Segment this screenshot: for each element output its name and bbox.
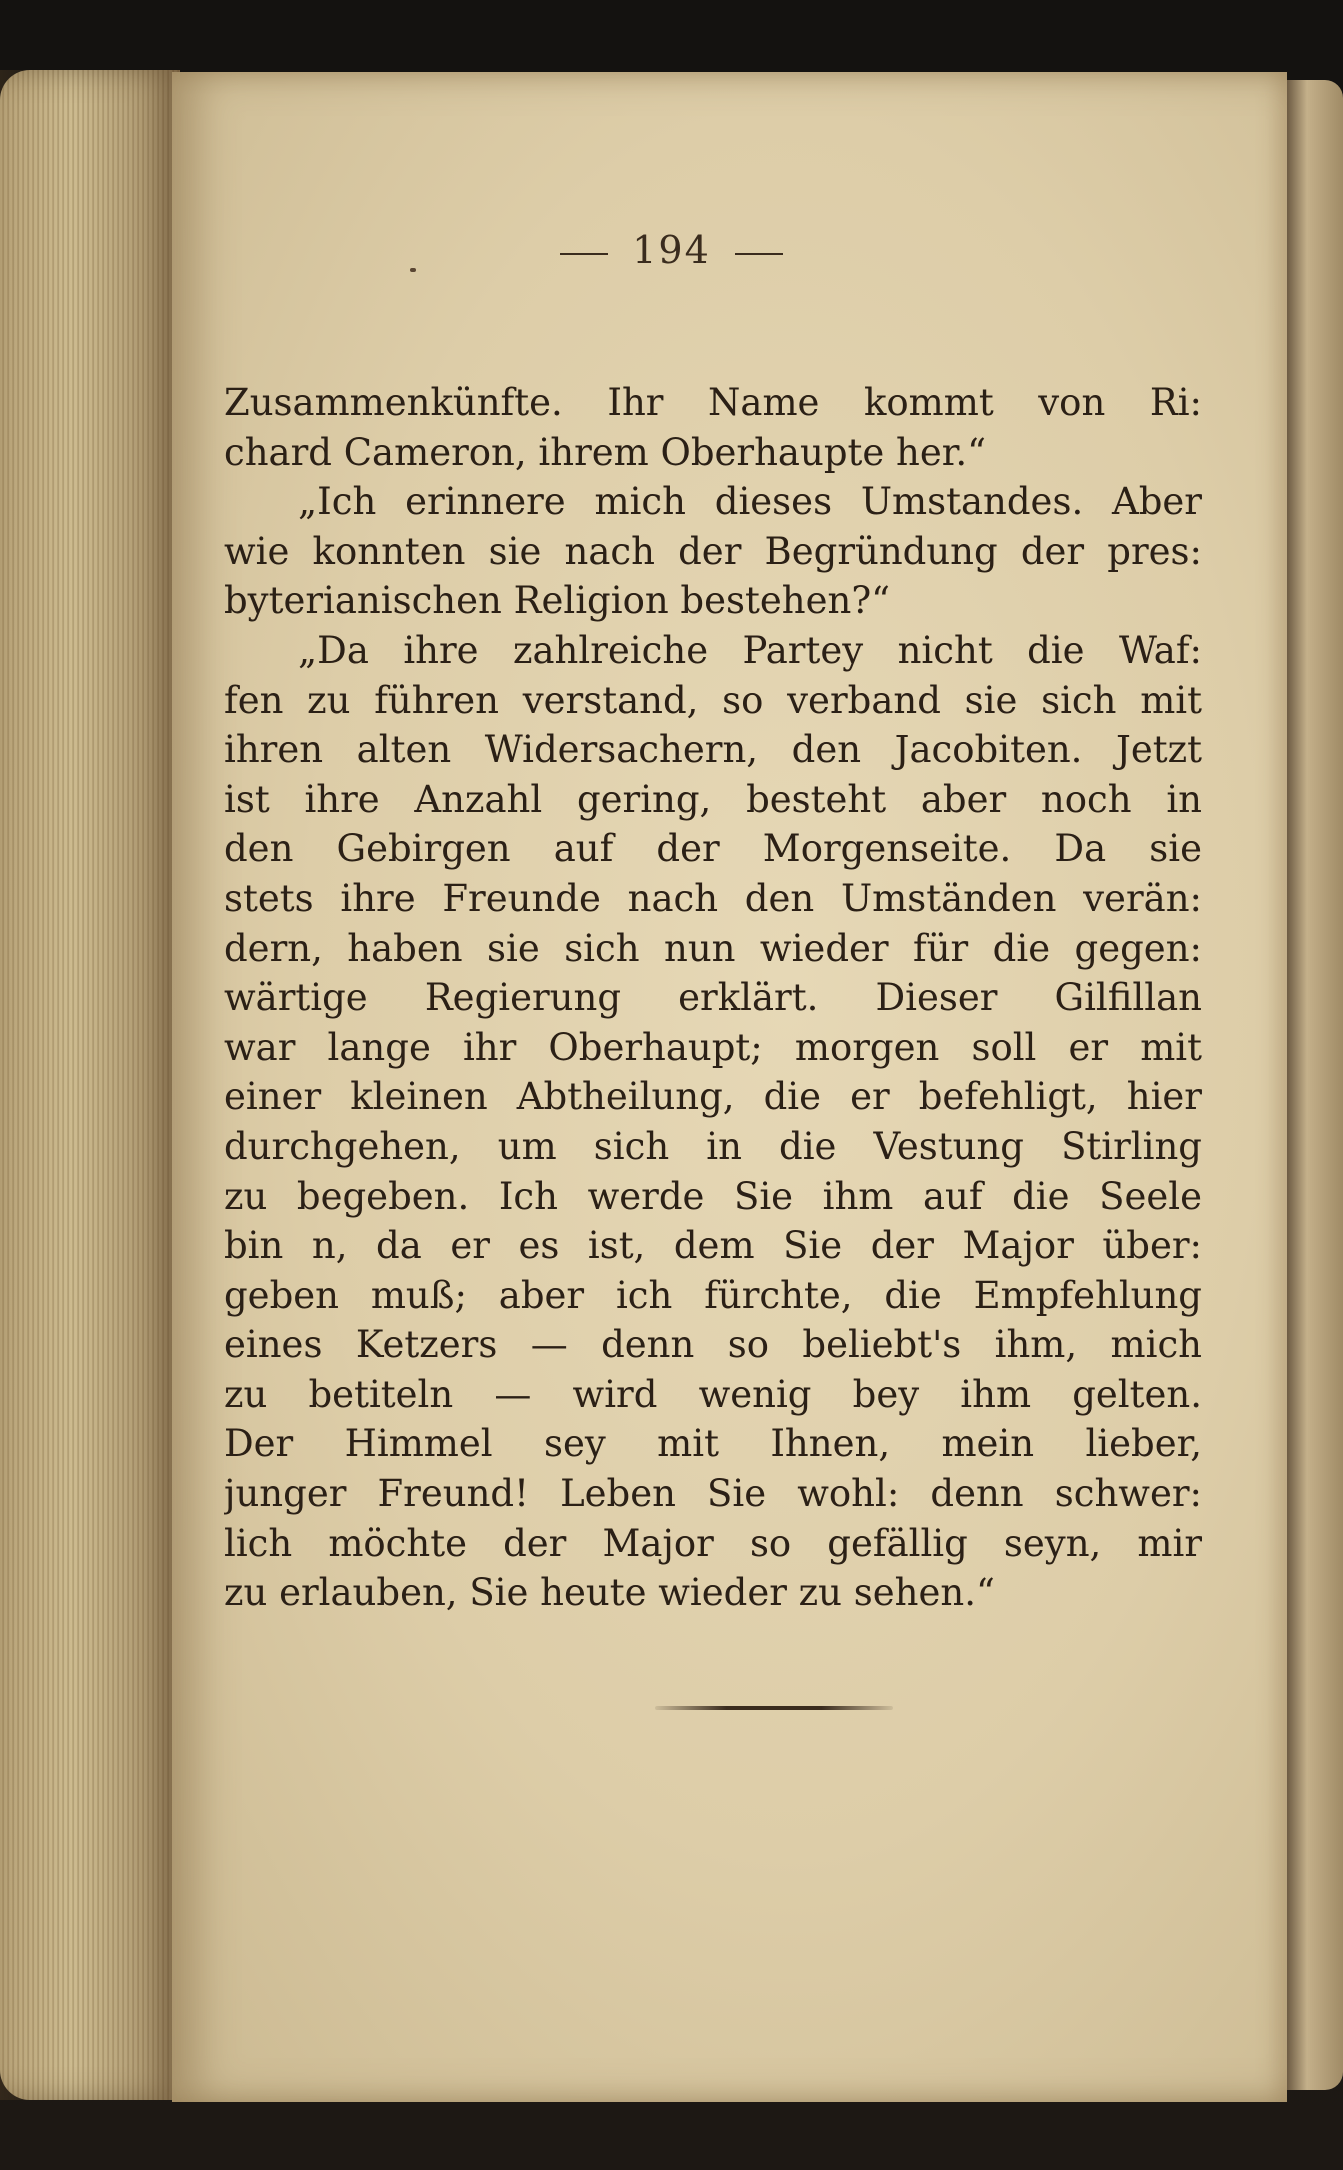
text-line: dern, haben sie sich nun wieder für die gegen: <box>224 926 1202 970</box>
text-line: wärtige Regierung erklärt. Dieser Gilfillan <box>224 976 1202 1020</box>
text-line: zu begeben. Ich werde Sie ihm auf die Seele <box>224 1174 1202 1218</box>
text-line: byterianischen Religion bestehen?“ <box>224 579 891 623</box>
page-number: 194 <box>632 228 711 272</box>
end-rule <box>655 1706 893 1710</box>
text-line: zu betiteln — wird wenig bey ihm gelten. <box>224 1372 1202 1416</box>
text-line: chard Cameron, ihrem Oberhaupte her.“ <box>224 430 987 474</box>
text-line: „Ich erinnere mich dieses Umstandes. Aber <box>298 480 1202 524</box>
text-line: bin n, da er es ist, dem Sie der Major über: <box>224 1224 1202 1268</box>
text-line: geben muß; aber ich fürchte, die Empfehlung <box>224 1273 1202 1317</box>
page-edges-right <box>1283 80 1343 2090</box>
text-line: „Da ihre zahlreiche Partey nicht die Waf: <box>298 628 1202 672</box>
text-line: den Gebirgen auf der Morgenseite. Da sie <box>224 827 1202 871</box>
text-line: junger Freund! Leben Sie wohl: denn schwer: <box>224 1472 1202 1516</box>
text-line: eines Ketzers — denn so beliebt's ihm, mich <box>224 1323 1202 1367</box>
body-text <box>224 378 1202 1618</box>
text-line: ist ihre Anzahl gering, besteht aber noch in <box>224 777 1202 821</box>
text-line: ihren alten Widersachern, den Jacobiten. Jetzt <box>224 728 1202 772</box>
text-line: stets ihre Freunde nach den Umständen verän: <box>224 876 1202 920</box>
text-line: Zusammenkünfte. Ihr Name kommt von Ri: <box>224 381 1202 424</box>
text-line: einer kleinen Abtheilung, die er befehligt, hier <box>224 1075 1202 1119</box>
page-header <box>0 228 1343 272</box>
text-line: lich möchte der Major so gefällig seyn, mir <box>224 1521 1202 1565</box>
text-line: Der Himmel sey mit Ihnen, mein lieber, <box>224 1422 1202 1466</box>
header-dash-right <box>735 253 783 255</box>
text-line: wie konnten sie nach der Begründung der pres: <box>224 529 1202 573</box>
text-line: war lange ihr Oberhaupt; morgen soll er mit <box>224 1025 1202 1069</box>
text-line: durchgehen, um sich in die Vestung Stirling <box>224 1124 1202 1168</box>
text-line: zu erlauben, Sie heute wieder zu sehen.“ <box>224 1571 995 1615</box>
page-edges-left <box>0 70 180 2100</box>
header-dash-left <box>560 253 608 255</box>
text-line: fen zu führen verstand, so verband sie sich mit <box>224 678 1202 722</box>
